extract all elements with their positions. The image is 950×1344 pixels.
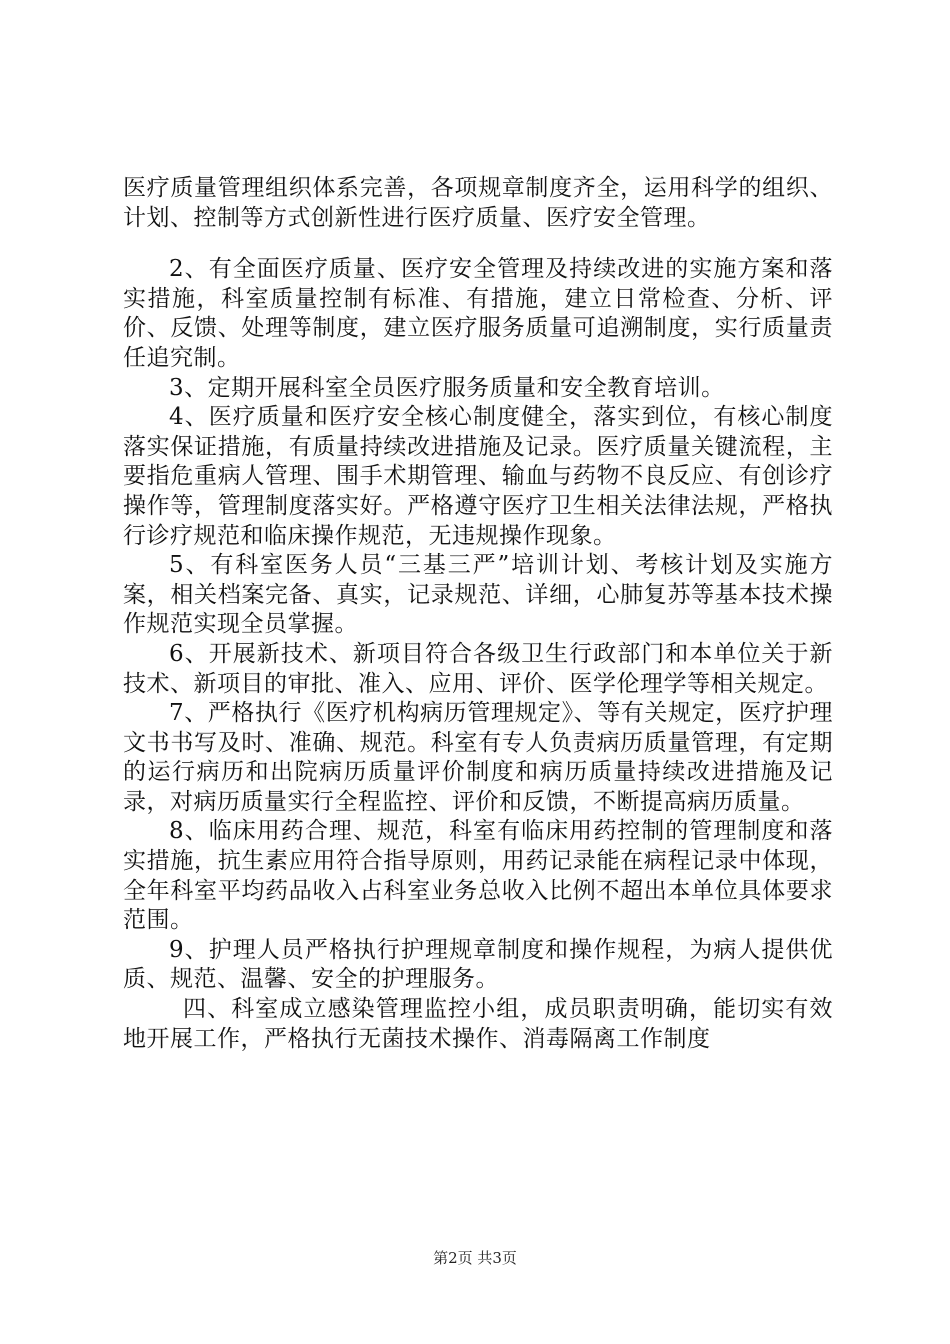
paragraph-section-4: 四、科室成立感染管理监控小组，成员职责明确，能切实有效地开展工作，严格执行无菌技术操作、消毒隔离工作制度 <box>123 996 833 1052</box>
paragraph-item-8: 8、临床用药合理、规范，科室有临床用药控制的管理制度和落实措施，抗生素应用符合指导原则，用药记录能在病程记录中体现，全年科室平均药品收入占科室业务总收入比例不超出本单位具体要求范围。 <box>123 818 833 934</box>
page-footer: 第2页 共3页 <box>433 1249 517 1267</box>
document-body <box>123 174 833 1054</box>
paragraph-item-9: 9、护理人员严格执行护理规章制度和操作规程，为病人提供优质、规范、温馨、安全的护理服务。 <box>123 936 833 993</box>
paragraph-item-2: 2、有全面医疗质量、医疗安全管理及持续改进的实施方案和落实措施，科室质量控制有标准、有措施，建立日常检查、分析、评价、反馈、处理等制度，建立医疗服务质量可追溯制度，实行质量责任追究制。 <box>123 256 833 371</box>
paragraph-intro: 医疗质量管理组织体系完善，各项规章制度齐全，运用科学的组织、计划、控制等方式创新性进行医疗质量、医疗安全管理。 <box>123 175 833 231</box>
paragraph-item-5: 5、有科室医务人员“三基三严”培训计划、考核计划及实施方案，相关档案完备、真实，记录规范、详细，心肺复苏等基本技术操作规范实现全员掌握。 <box>123 552 833 638</box>
paragraph-item-3: 3、定期开展科室全员医疗服务质量和安全教育培训。 <box>169 374 725 401</box>
paragraph-item-7: 7、严格执行《医疗机构病历管理规定》、等有关规定，医疗护理文书书写及时、准确、规范。科室有专人负责病历质量管理，有定期的运行病历和出院病历质量评价制度和病历质量持续改进措施及记录，对病历质量实行全程监控、评价和反馈，不断提高病历质量。 <box>123 700 833 815</box>
paragraph-item-6: 6、开展新技术、新项目符合各级卫生行政部门和本单位关于新技术、新项目的审批、准入、应用、评价、医学伦理学等相关规定。 <box>123 640 833 697</box>
paragraph-item-4: 4、医疗质量和医疗安全核心制度健全，落实到位，有核心制度落实保证措施，有质量持续改进措施及记录。医疗质量关键流程，主要指危重病人管理、围手术期管理、输血与药物不良反应、有创诊疗操作等，管理制度落实好。严格遵守医疗卫生相关法律法规，严格执行诊疗规范和临床操作规范，无违规操作现象。 <box>123 404 833 549</box>
